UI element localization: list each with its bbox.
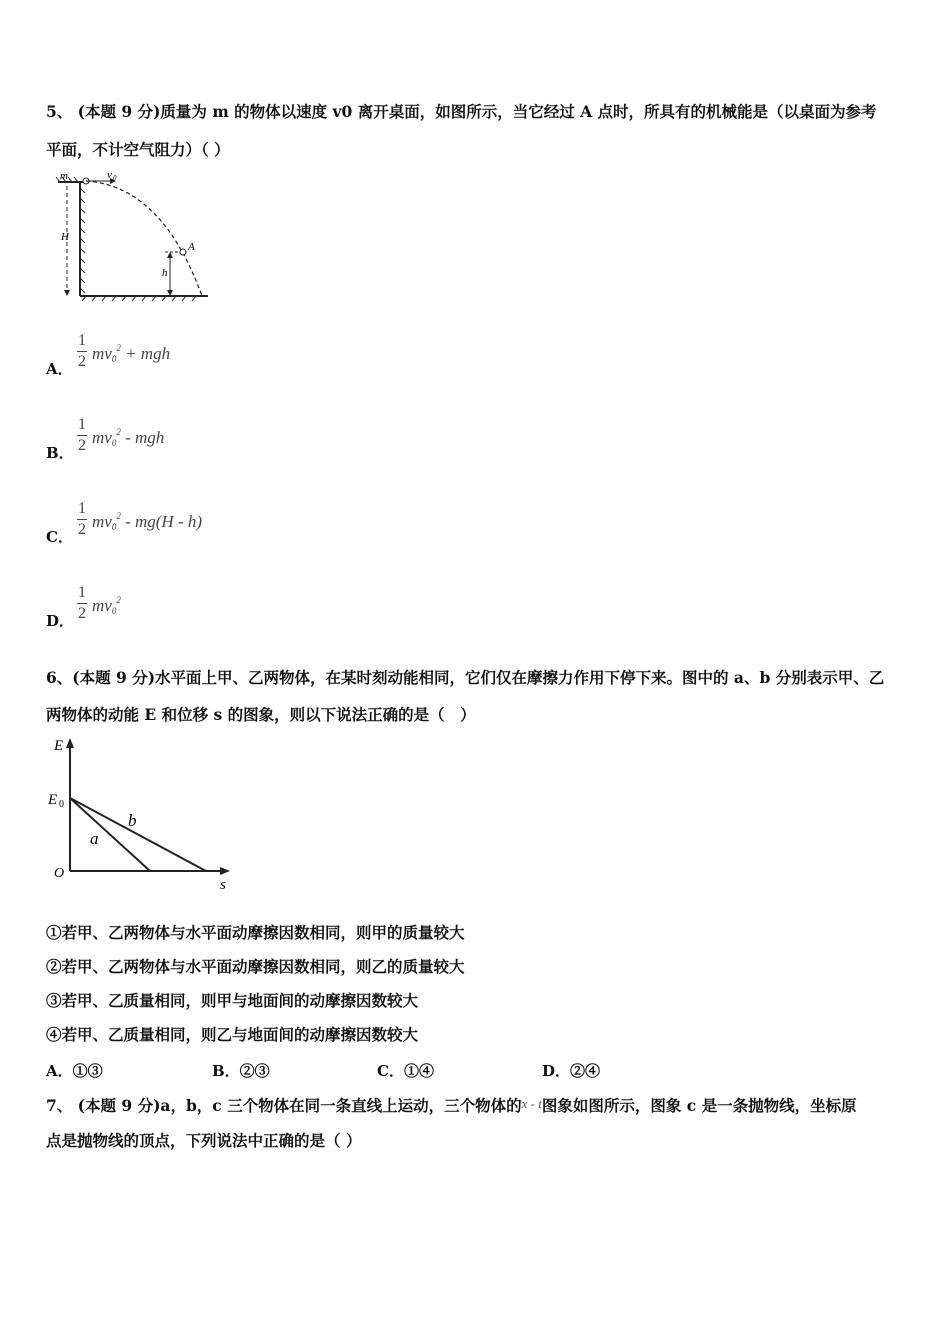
- label-v0-subscript: 0: [113, 174, 117, 182]
- q5-option-a-fraction: [77, 332, 87, 371]
- q6-statement-2: ②若甲、乙两物体与水平面动摩擦因数相同，则乙的质量较大: [46, 957, 465, 976]
- label-v0: v: [107, 169, 112, 181]
- q5-option-a-label[interactable]: A．: [46, 360, 73, 378]
- expr-superscript: 2: [116, 427, 121, 437]
- expr-superscript: 2: [116, 343, 121, 353]
- label-m: m: [60, 170, 68, 182]
- expr-body: mv: [92, 344, 112, 363]
- expr-rest: - mg(H - h): [120, 512, 203, 531]
- fraction-numerator: 1: [78, 416, 86, 433]
- label-A: A: [188, 241, 195, 253]
- q5-option-b-expression: [92, 427, 164, 448]
- q5-option-a-expression: [92, 343, 170, 364]
- q5-option-d-fraction: [77, 584, 87, 623]
- expr-rest: + mgh: [120, 344, 171, 363]
- q5-option-c-expression: [92, 511, 202, 532]
- expr-rest: - mgh: [120, 428, 165, 447]
- q6-choice-d[interactable]: D．②④: [542, 1062, 601, 1080]
- expr-superscript: 2: [116, 511, 121, 521]
- label-b: b: [128, 811, 137, 830]
- label-a: a: [90, 829, 99, 848]
- q6-statement-4: ④若甲、乙质量相同，则乙与地面间的动摩擦因数较大: [46, 1025, 419, 1044]
- q5-option-c-fraction: [77, 500, 87, 539]
- fraction-numerator: 1: [78, 500, 86, 517]
- q6-choice-c[interactable]: C．①④: [377, 1062, 434, 1080]
- label-H: H: [61, 231, 69, 243]
- expr-subscript: 0: [111, 438, 117, 448]
- expr-body: mv: [92, 596, 112, 615]
- expr-subscript: 0: [111, 606, 117, 616]
- q7-line1-part1: 7、 (本题 9 分)a，b，c 三个物体在同一条直线上运动，三个物体的: [46, 1096, 522, 1115]
- q5-figure-projectile: [52, 168, 212, 302]
- fraction-numerator: 1: [78, 332, 86, 349]
- label-s: s: [220, 877, 226, 892]
- q5-option-d-expression: [92, 595, 121, 616]
- q5-option-c-label[interactable]: C．: [46, 528, 73, 546]
- q5-option-d-label[interactable]: D．: [46, 612, 75, 630]
- q7-line1-part2: 图象如图所示，图象 c 是一条抛物线，坐标原: [541, 1096, 857, 1115]
- fraction-denominator: 2: [78, 437, 86, 454]
- fraction-denominator: 2: [78, 605, 86, 622]
- q7-text-line2: 点是抛物线的顶点，下列说法中正确的是（ ）: [46, 1131, 362, 1150]
- q6-choice-b[interactable]: B．②③: [212, 1062, 270, 1080]
- q5-option-b-fraction: [77, 416, 87, 455]
- expr-body: mv: [92, 428, 112, 447]
- q6-choice-a[interactable]: A．①③: [46, 1062, 103, 1080]
- q6-statement-1: ①若甲、乙两物体与水平面动摩擦因数相同，则甲的质量较大: [46, 923, 465, 942]
- q7-text-line1: [46, 1094, 857, 1116]
- q6-text-line2: 两物体的动能 E 和位移 s 的图象，则以下说法正确的是（ ）: [46, 705, 476, 724]
- q7-xt-symbol: x - t: [521, 1096, 542, 1111]
- q6-statement-3: ③若甲、乙质量相同，则甲与地面间的动摩擦因数较大: [46, 991, 419, 1010]
- expr-subscript: 0: [111, 354, 117, 364]
- label-E: E: [54, 738, 64, 754]
- label-E0-subscript: 0: [59, 799, 64, 810]
- fraction-denominator: 2: [78, 353, 86, 370]
- fraction-denominator: 2: [78, 521, 86, 538]
- q6-text-line1: 6、(本题 9 分)水平面上甲、乙两物体，在某时刻动能相同，它们仅在摩擦力作用下停下来。图中的 a、b 分别表示甲、乙: [46, 668, 885, 687]
- label-E0: E: [48, 792, 58, 808]
- expr-body: mv: [92, 512, 112, 531]
- q5-text-line2: 平面，不计空气阻力）（ ）: [46, 140, 230, 159]
- label-h: h: [162, 267, 168, 279]
- expr-subscript: 0: [111, 522, 117, 532]
- q5-option-b-label[interactable]: B．: [46, 444, 74, 462]
- fraction-numerator: 1: [78, 584, 86, 601]
- q5-text-line1: 5、 (本题 9 分)质量为 m 的物体以速度 v0 离开桌面，如图所示，当它经过 A 点时，所具有的机械能是（以桌面为参考: [46, 102, 877, 121]
- q6-energy-displacement-chart: [44, 732, 240, 892]
- expr-superscript: 2: [116, 595, 121, 605]
- label-origin: O: [54, 866, 65, 881]
